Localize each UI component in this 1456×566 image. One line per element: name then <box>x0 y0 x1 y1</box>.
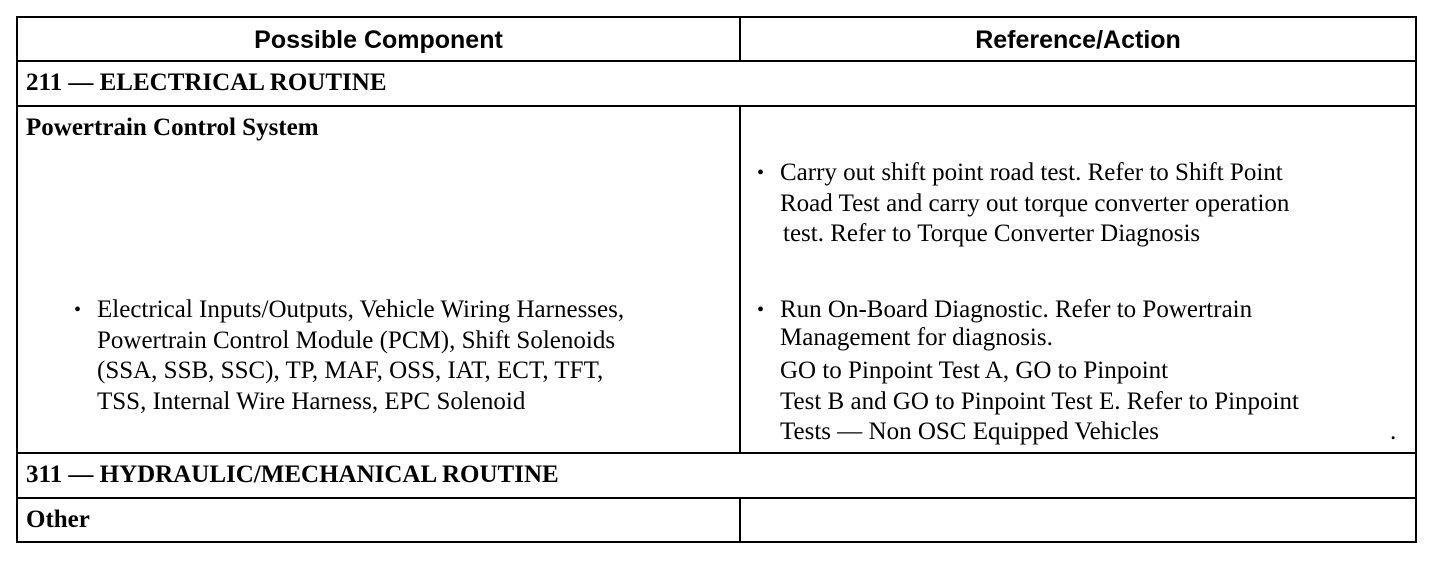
action-line: Tests — Non OSC Equipped Vehicles <box>780 418 1160 445</box>
column-divider <box>739 105 741 454</box>
component-electrical-io <box>97 295 624 417</box>
row-title-other: Other <box>26 506 90 533</box>
action-line: GO to Pinpoint Test A, GO to Pinpoint <box>780 357 1169 384</box>
action-line: Management for diagnosis. <box>780 323 1053 351</box>
bullet-marker: • <box>74 299 82 321</box>
group-title-powertrain: Powertrain Control System <box>26 114 319 141</box>
action-road-test <box>780 158 1289 250</box>
action-line: Test B and GO to Pinpoint Test E. Refer to Pinpoint <box>780 387 1299 415</box>
action-line: Run On-Board Diagnostic. Refer to Powertrain <box>780 296 1253 323</box>
column-divider <box>739 497 741 543</box>
diagnostic-table <box>16 16 1417 543</box>
component-line: Powertrain Control Module (PCM), Shift Solenoids <box>97 326 616 354</box>
row-divider <box>18 105 1415 107</box>
section-title-electrical: 211 — ELECTRICAL ROUTINE <box>26 69 387 96</box>
action-on-board-diagnostic <box>780 295 1299 448</box>
bullet-marker: • <box>757 162 765 184</box>
bullet-marker: • <box>757 299 765 321</box>
row-divider <box>18 497 1415 499</box>
action-line: test. Refer to Torque Converter Diagnosis <box>783 220 1201 247</box>
component-line: (SSA, SSB, SSC), TP, MAF, OSS, IAT, ECT, TFT, <box>97 357 604 384</box>
trailing-period: . <box>1390 418 1397 445</box>
row-divider <box>18 452 1415 454</box>
header-reference-action: Reference/Action <box>975 26 1181 54</box>
component-line: TSS, Internal Wire Harness, EPC Solenoid <box>97 387 526 415</box>
component-line: Electrical Inputs/Outputs, Vehicle Wiring Harnesses, <box>97 296 625 323</box>
section-title-hydraulic: 311 — HYDRAULIC/MECHANICAL ROUTINE <box>26 461 559 488</box>
action-line: Carry out shift point road test. Refer to Shift Point <box>780 159 1283 186</box>
action-line: Road Test and carry out torque converter operation <box>780 189 1290 217</box>
header-possible-component: Possible Component <box>254 26 503 54</box>
